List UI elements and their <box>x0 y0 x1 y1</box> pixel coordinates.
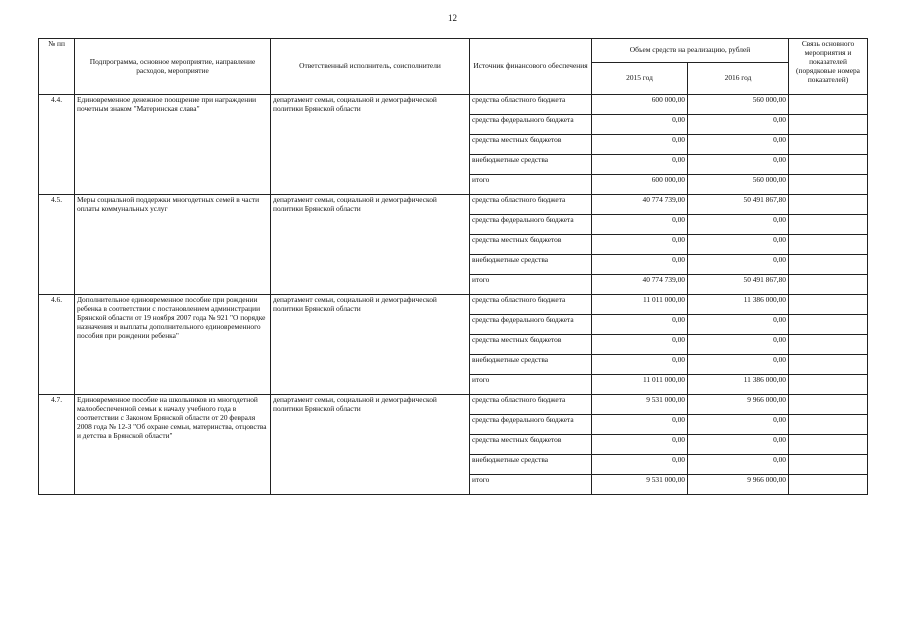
item-number: 4.4. <box>39 95 75 195</box>
funding-source: средства местных бюджетов <box>470 235 592 255</box>
funding-source: средства областного бюджета <box>470 395 592 415</box>
indicator-link <box>789 295 868 315</box>
indicator-link <box>789 275 868 295</box>
funding-source: средства местных бюджетов <box>470 135 592 155</box>
funding-source: средства федерального бюджета <box>470 315 592 335</box>
amount-2016: 0,00 <box>688 135 789 155</box>
funding-source: средства областного бюджета <box>470 195 592 215</box>
funding-source: средства федерального бюджета <box>470 115 592 135</box>
funding-source: средства местных бюджетов <box>470 435 592 455</box>
amount-2016: 0,00 <box>688 155 789 175</box>
amount-2016: 0,00 <box>688 315 789 335</box>
header-executor: Ответственный исполнитель, соисполнители <box>271 39 470 95</box>
amount-2016: 0,00 <box>688 355 789 375</box>
indicator-link <box>789 95 868 115</box>
indicator-link <box>789 435 868 455</box>
amount-2016: 11 386 000,00 <box>688 375 789 395</box>
amount-2016: 9 966 000,00 <box>688 475 789 495</box>
item-name: Единовременное пособие на школьников из многодетной малообеспеченной семьи к началу учебного года в соответствии с Законом Брянской области от 20 февраля 2008 года № 12-З "Об охране семьи, материнства, отцовства и детства в Брянской области" <box>75 395 271 495</box>
total-label: итого <box>470 275 592 295</box>
header-program: Подпрограмма, основное мероприятие, направление расходов, мероприятие <box>75 39 271 95</box>
funding-source: внебюджетные средства <box>470 355 592 375</box>
funding-source: средства областного бюджета <box>470 295 592 315</box>
amount-2016: 9 966 000,00 <box>688 395 789 415</box>
funding-table <box>38 38 868 495</box>
amount-2016: 560 000,00 <box>688 175 789 195</box>
amount-2016: 0,00 <box>688 115 789 135</box>
indicator-link <box>789 375 868 395</box>
amount-2015: 0,00 <box>592 135 688 155</box>
indicator-link <box>789 235 868 255</box>
page-number: 12 <box>448 13 457 23</box>
indicator-link <box>789 255 868 275</box>
header-volume: Объем средств на реализацию, рублей <box>592 39 789 63</box>
amount-2015: 40 774 739,00 <box>592 195 688 215</box>
indicator-link <box>789 335 868 355</box>
table-row <box>39 395 868 415</box>
amount-2016: 50 491 867,80 <box>688 275 789 295</box>
indicator-link <box>789 355 868 375</box>
item-number: 4.7. <box>39 395 75 495</box>
amount-2015: 600 000,00 <box>592 175 688 195</box>
indicator-link <box>789 155 868 175</box>
amount-2016: 0,00 <box>688 455 789 475</box>
item-executor: департамент семьи, социальной и демографической политики Брянской области <box>271 95 470 195</box>
funding-source: внебюджетные средства <box>470 155 592 175</box>
amount-2015: 40 774 739,00 <box>592 275 688 295</box>
header-no: № пп <box>39 39 75 95</box>
amount-2016: 0,00 <box>688 215 789 235</box>
indicator-link <box>789 475 868 495</box>
amount-2016: 0,00 <box>688 235 789 255</box>
amount-2015: 9 531 000,00 <box>592 475 688 495</box>
item-name: Дополнительное единовременное пособие при рождении ребенка в соответствии с постановлением администрации Брянской области от 19 ноября 2007 года № 921 "О порядке назначения и выплаты дополнительного единовременного пособия при рождении ребенка" <box>75 295 271 395</box>
table-row <box>39 95 868 115</box>
total-label: итого <box>470 375 592 395</box>
amount-2015: 0,00 <box>592 115 688 135</box>
funding-source: средства федерального бюджета <box>470 415 592 435</box>
amount-2015: 600 000,00 <box>592 95 688 115</box>
total-label: итого <box>470 475 592 495</box>
amount-2015: 0,00 <box>592 235 688 255</box>
table-row <box>39 295 868 315</box>
funding-source: средства местных бюджетов <box>470 335 592 355</box>
total-label: итого <box>470 175 592 195</box>
amount-2015: 0,00 <box>592 415 688 435</box>
indicator-link <box>789 215 868 235</box>
funding-source: внебюджетные средства <box>470 255 592 275</box>
funding-source: внебюджетные средства <box>470 455 592 475</box>
amount-2015: 0,00 <box>592 335 688 355</box>
amount-2015: 0,00 <box>592 255 688 275</box>
item-number: 4.6. <box>39 295 75 395</box>
indicator-link <box>789 415 868 435</box>
amount-2015: 11 011 000,00 <box>592 295 688 315</box>
header-link: Связь основного мероприятия и показателей (порядковые номера показателей) <box>789 39 868 95</box>
amount-2016: 0,00 <box>688 435 789 455</box>
indicator-link <box>789 135 868 155</box>
indicator-link <box>789 195 868 215</box>
funding-source: средства областного бюджета <box>470 95 592 115</box>
amount-2015: 0,00 <box>592 435 688 455</box>
indicator-link <box>789 115 868 135</box>
table-body <box>39 95 868 495</box>
header-source: Источник финансового обеспечения <box>470 39 592 95</box>
funding-source: средства федерального бюджета <box>470 215 592 235</box>
amount-2015: 0,00 <box>592 155 688 175</box>
amount-2015: 0,00 <box>592 455 688 475</box>
amount-2016: 0,00 <box>688 255 789 275</box>
item-executor: департамент семьи, социальной и демографической политики Брянской области <box>271 195 470 295</box>
item-executor: департамент семьи, социальной и демографической политики Брянской области <box>271 395 470 495</box>
amount-2016: 0,00 <box>688 335 789 355</box>
indicator-link <box>789 395 868 415</box>
amount-2016: 11 386 000,00 <box>688 295 789 315</box>
table-row <box>39 195 868 215</box>
item-number: 4.5. <box>39 195 75 295</box>
amount-2015: 0,00 <box>592 315 688 335</box>
amount-2015: 9 531 000,00 <box>592 395 688 415</box>
amount-2016: 50 491 867,80 <box>688 195 789 215</box>
item-name: Меры социальной поддержки многодетных семей в части оплаты коммунальных услуг <box>75 195 271 295</box>
indicator-link <box>789 455 868 475</box>
header-2015: 2015 год <box>592 63 688 95</box>
amount-2016: 560 000,00 <box>688 95 789 115</box>
indicator-link <box>789 315 868 335</box>
header-2016: 2016 год <box>688 63 789 95</box>
amount-2015: 0,00 <box>592 355 688 375</box>
item-name: Единовременное денежное поощрение при награждении почетным знаком "Материнская слава" <box>75 95 271 195</box>
amount-2015: 0,00 <box>592 215 688 235</box>
amount-2016: 0,00 <box>688 415 789 435</box>
item-executor: департамент семьи, социальной и демографической политики Брянской области <box>271 295 470 395</box>
indicator-link <box>789 175 868 195</box>
amount-2015: 11 011 000,00 <box>592 375 688 395</box>
